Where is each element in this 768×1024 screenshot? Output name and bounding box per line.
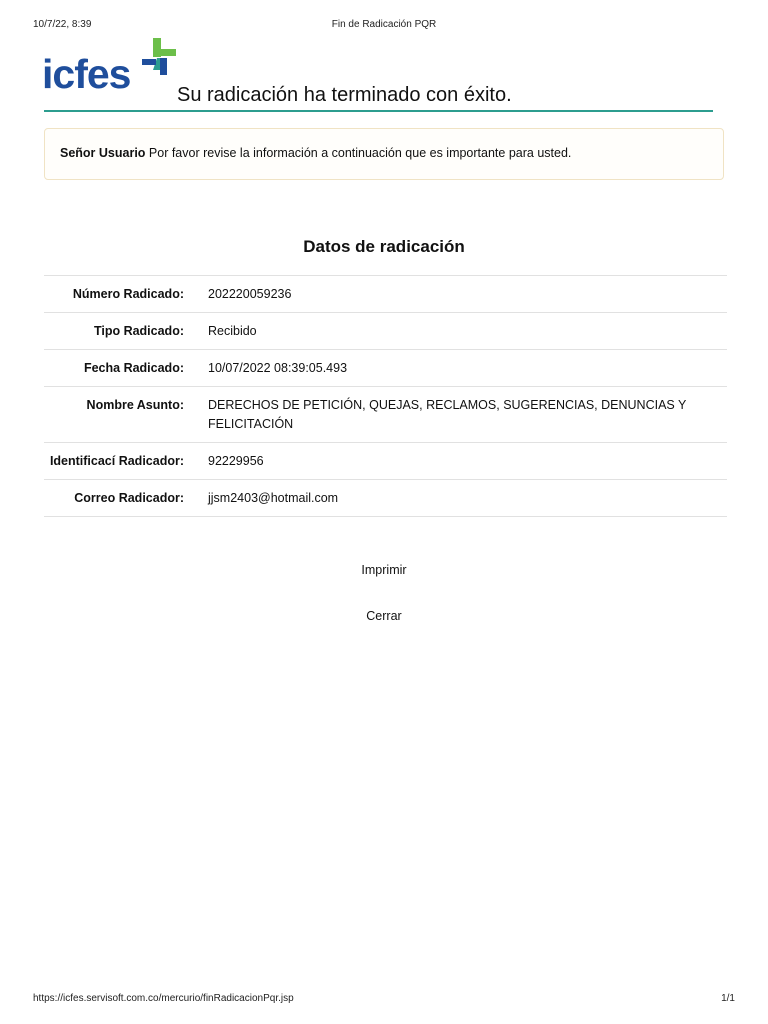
table-row <box>44 350 727 387</box>
table-row <box>44 313 727 350</box>
print-header <box>33 19 735 33</box>
identificacion-radicador-value: 92229956 <box>198 443 727 480</box>
fecha-radicado-label: Fecha Radicado: <box>44 350 198 387</box>
print-link[interactable]: Imprimir <box>361 563 407 577</box>
correo-radicador-value: jjsm2403@hotmail.com <box>198 480 727 517</box>
table-row <box>44 387 727 443</box>
page-url: https://icfes.servisoft.com.co/mercurio/finRadicacionPqr.jsp <box>33 993 294 1004</box>
correo-radicador-label: Correo Radicador: <box>44 480 198 517</box>
notice-alert <box>44 128 724 180</box>
icfes-star-logo-icon <box>136 38 182 80</box>
notice-message: Por favor revise la información a continuación que es importante para usted. <box>145 146 572 160</box>
table-row <box>44 443 727 480</box>
numero-radicado-label: Número Radicado: <box>44 276 198 313</box>
tipo-radicado-value: Recibido <box>198 313 727 350</box>
fecha-radicado-value: 10/07/2022 08:39:05.493 <box>198 350 727 387</box>
radicacion-details-table <box>44 275 727 517</box>
nombre-asunto-value: DERECHOS DE PETICIÓN, QUEJAS, RECLAMOS, SUGERENCIAS, DENUNCIAS Y FELICITACIÓN <box>198 387 727 443</box>
numero-radicado-value: 202220059236 <box>198 276 727 313</box>
logo-wordmark: icfes <box>42 51 131 97</box>
notice-text <box>60 146 571 160</box>
tipo-radicado-label: Tipo Radicado: <box>44 313 198 350</box>
close-link[interactable]: Cerrar <box>366 609 402 623</box>
notice-recipient: Señor Usuario <box>60 146 146 160</box>
table-row <box>44 480 727 517</box>
print-document-title: Fin de Radicación PQR <box>331 19 437 30</box>
print-datetime: 10/7/22, 8:39 <box>33 19 92 30</box>
icfes-logo <box>42 38 178 98</box>
identificacion-radicador-label: Identificací Radicador: <box>44 443 198 480</box>
print-footer <box>33 993 735 1007</box>
section-title: Datos de radicación <box>303 237 465 256</box>
heading-divider <box>44 110 713 112</box>
nombre-asunto-label: Nombre Asunto: <box>44 387 198 443</box>
page-number: 1/1 <box>721 993 735 1004</box>
page-title: Su radicación ha terminado con éxito. <box>177 84 512 106</box>
table-row <box>44 276 727 313</box>
